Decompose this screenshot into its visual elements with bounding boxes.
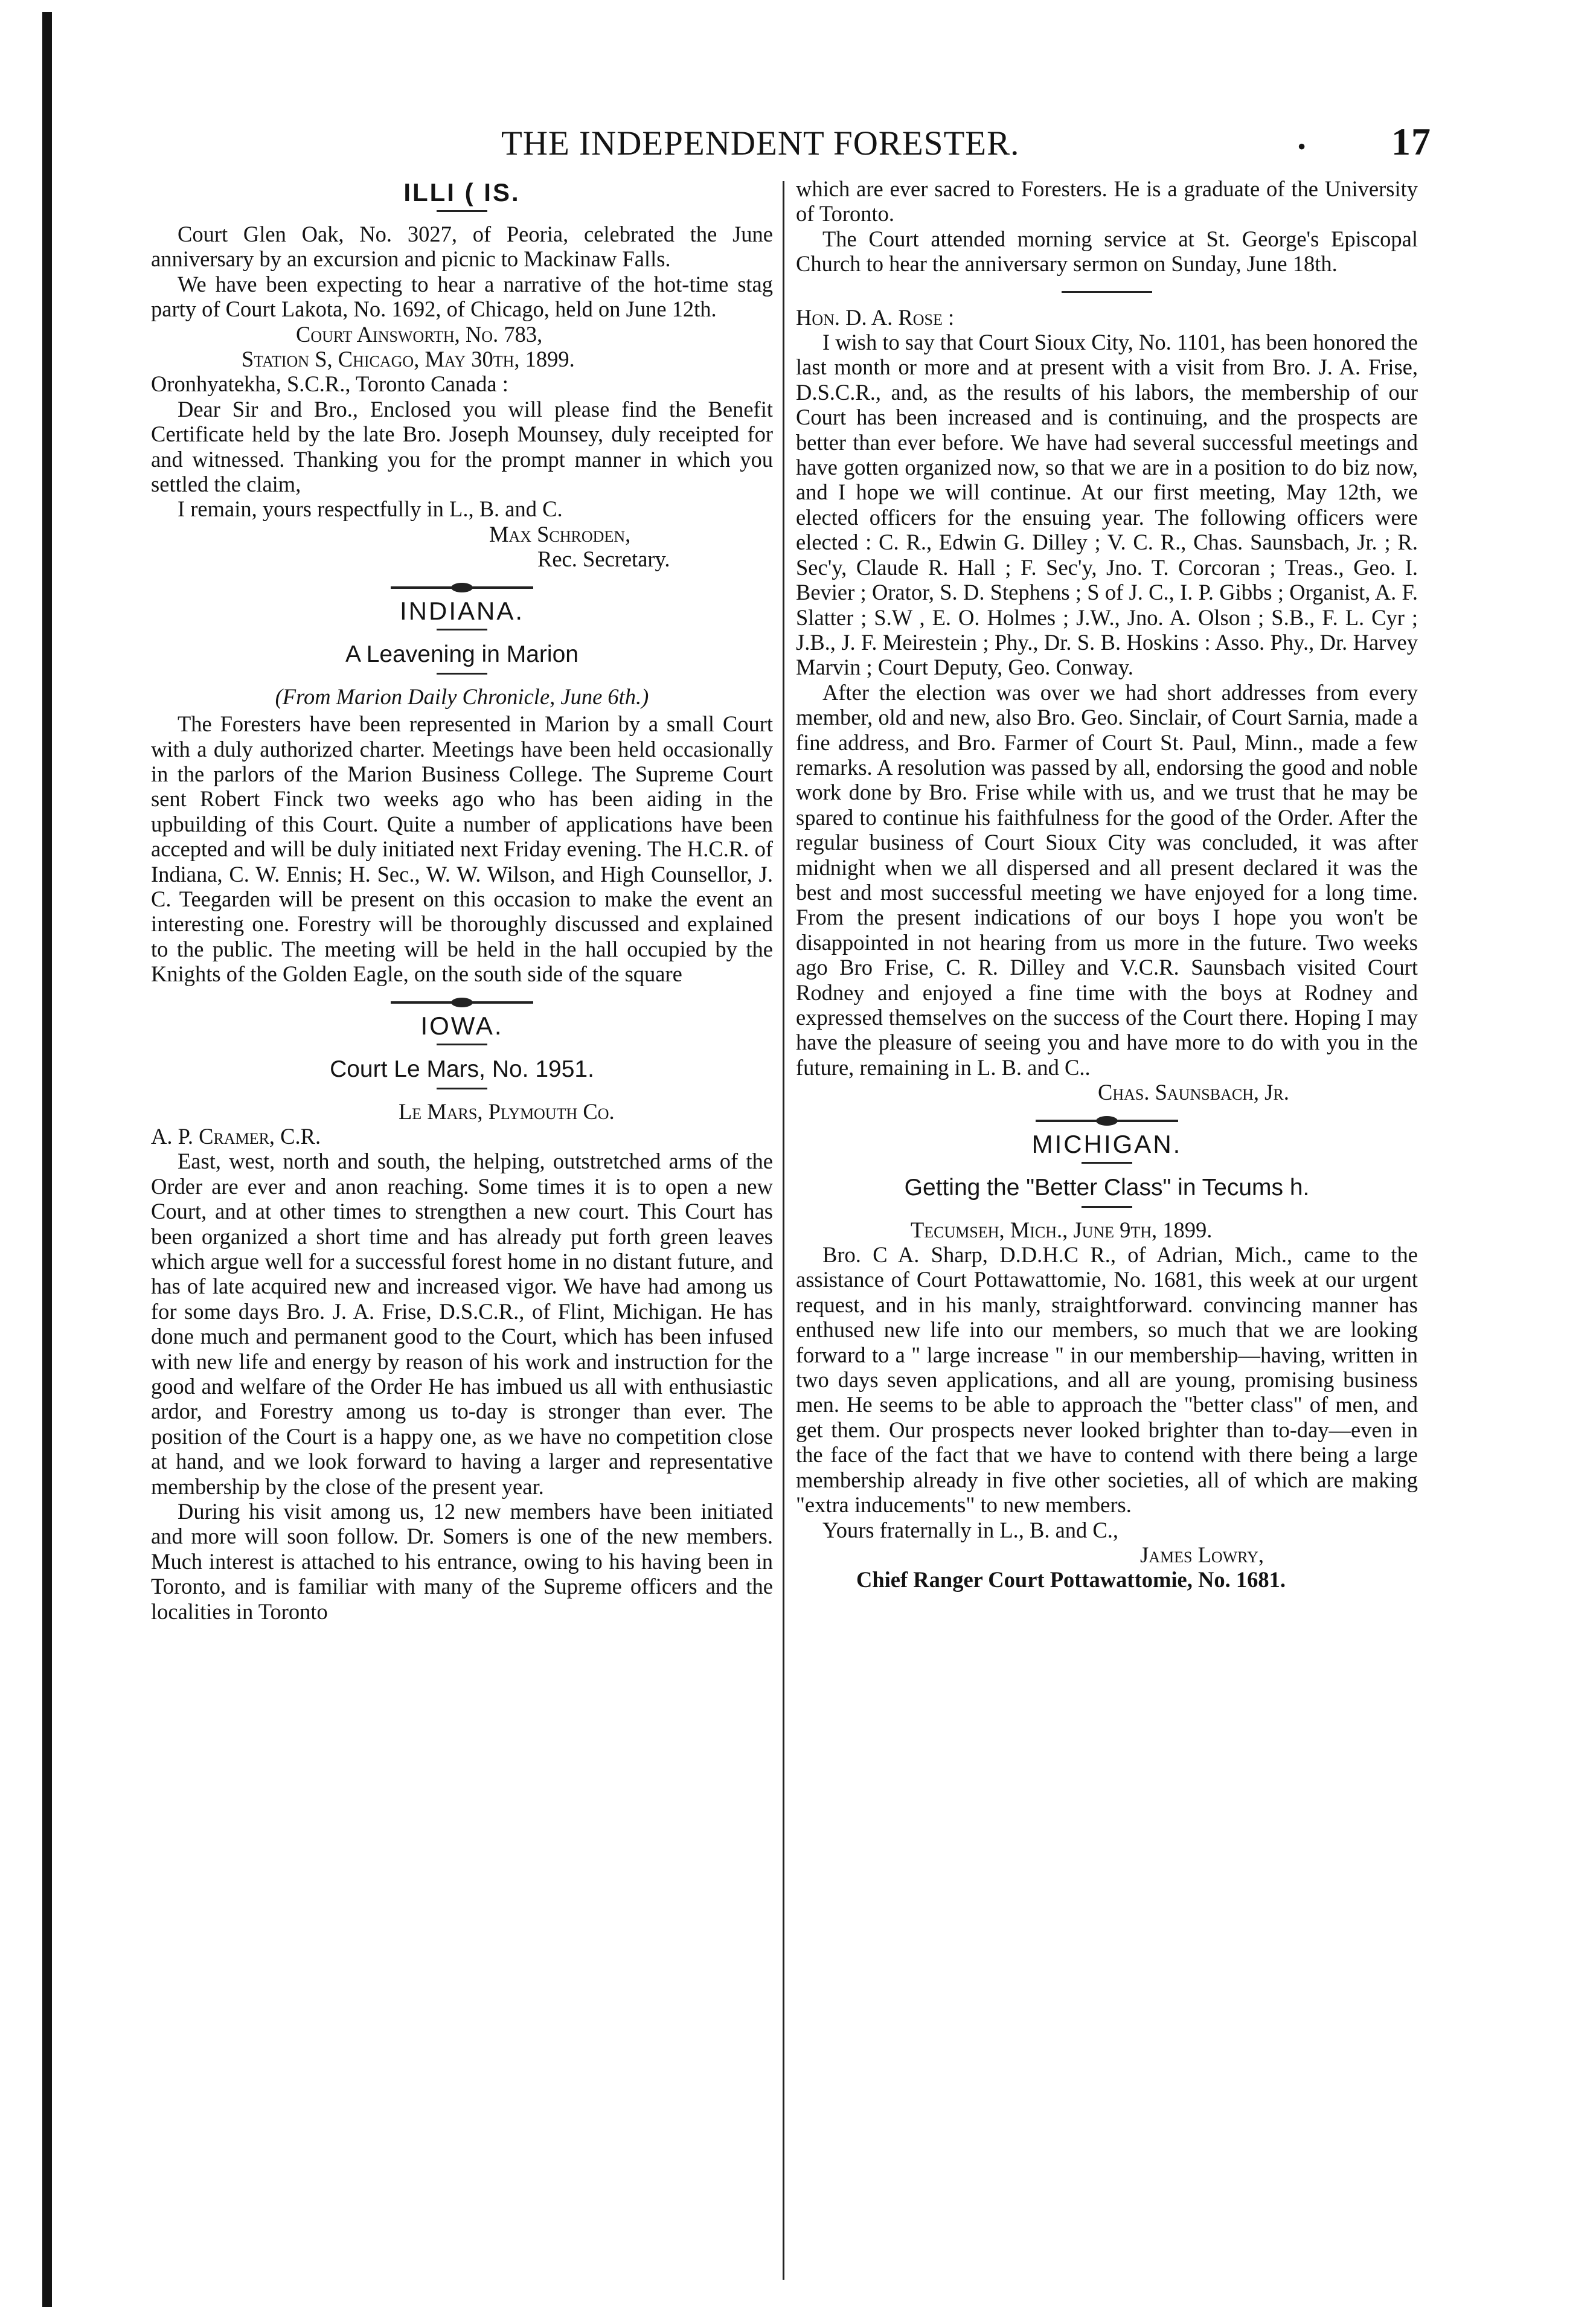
indiana-source: (From Marion Daily Chronicle, June 6th.): [275, 684, 649, 709]
iowa-subheading: Court Le Mars, No. 1951.: [330, 1056, 594, 1082]
letter-close: I remain, yours respectfully in L., B. and C.: [178, 496, 563, 522]
illinois-paragraph-2: We have been expecting to hear a narrative of the hot-time stag party of Court Lakota, No. 1692, of Chicago, held on June 12th.: [151, 271, 773, 322]
illinois-paragraph-1: Court Glen Oak, No. 3027, of Peoria, celebrated the June anniversary by an excursion and picnic to Mackinaw Falls.: [151, 222, 773, 272]
header-mark: •: [1297, 133, 1307, 160]
column-divider: [783, 181, 784, 2280]
short-rule: [437, 210, 487, 212]
iowa-paragraph-2: During his visit among us, 12 new members have been initiated and more will soon follow. Dr. Somers is one of the new members. Much interest is attached to his entrance, owing to his having been in Toronto, and is familiar with many of the Supreme officers and the localities in Toronto: [151, 1499, 773, 1624]
michigan-close: Yours fraternally in L., B. and C.,: [822, 1517, 1119, 1542]
iowa-paragraph-1: East, west, north and south, the helping, outstretched arms of the Order are ever and anon reaching. Some times it is to open a new Court, and at other times to strengthen a new court. This Court has been organized a short time and has already put forth green leaves which argue well for a successful forest home in no distant future, and has of late acquired new and increased vigor. We have had among us for some days Bro. J. A. Frise, D.S.C.R., of Flint, Michigan. He has done much and permanent good to the Court, which has been infused with new life and energy by reason of his work and instruction for the good and welfare of the Order He has imbued us all with enthusiastic ardor, and Forestry among us to-day is stronger than ever. The position of the Court is a happy one, as we have no competition close at hand, and we look forward to having a larger and representative membership by the close of the present year.: [151, 1149, 773, 1499]
letter-station: Station S, Chicago, May 30th, 1899.: [242, 347, 575, 372]
short-rule: [437, 673, 487, 675]
iowa-place: Le Mars, Plymouth Co.: [399, 1099, 615, 1124]
iowa-paragraph-2-continued: which are ever sacred to Foresters. He is a graduate of the University of Toronto.: [796, 176, 1418, 226]
michigan-heading: MICHIGAN.: [1031, 1129, 1182, 1158]
signature-title: Rec. Secretary.: [537, 547, 670, 572]
sioux-city-signature: Chas. Saunsbach, Jr.: [1098, 1080, 1289, 1105]
signature-name: Max Schroden,: [489, 521, 631, 547]
short-rule: [1082, 1162, 1132, 1164]
michigan-dateline: Tecumseh, Mich., June 9th, 1899.: [911, 1217, 1213, 1242]
michigan-signature-name: James Lowry,: [1140, 1542, 1264, 1567]
indiana-body: The Foresters have been represented in Marion by a small Court with a duly authorized charter. Meetings have been held occasionally in the parlors of the Marion Business College. The Supreme Court sent Robert Finck two weeks ago who has been aiding in the upbuilding of this Court. Quite a number of applications have been accepted and will be duly initiated next Friday evening. The H.C.R. of Indiana, C. W. Ennis; H. Sec., W. W. Wilson, and High Counsellor, J. C. Teegarden will be present on this occasion to make the event an interesting one. Forestry will be thoroughly discussed and explained to the public. The meeting will be held in the hall occupied by the Knights of the Golden Eagle, on the south side of the square: [151, 711, 773, 987]
short-rule: [437, 1088, 487, 1089]
page-number: 17: [1391, 120, 1431, 163]
michigan-signature-title: Chief Ranger Court Pottawattomie, No. 1681.: [856, 1567, 1286, 1593]
short-rule: [437, 629, 487, 630]
michigan-subheading: Getting the "Better Class" in Tecums h.: [904, 1174, 1310, 1201]
right-column: [796, 176, 1418, 1593]
sioux-city-addressee: Hon. D. A. Rose :: [796, 304, 955, 330]
iowa-heading: IOWA.: [420, 1011, 504, 1040]
michigan-body: Bro. C A. Sharp, D.D.H.C R., of Adrian, Mich., came to the assistance of Court Pottawattomie, No. 1681, this week at our urgent request, and in his manly, straightforward. convincing manner has enthused new life into our members, so much that we are looking forward to a " large increase " in our membership—having, written in two days seven applications, and all are young, promising business men. He seems to be able to approach the "better class" of men, and get them. Our prospects never looked brighter than to-day—even in the face of the fact that we have to contend with there being a large membership already in five other societies, all of which are making "extra inducements" to new members.: [796, 1242, 1418, 1518]
page-header: [477, 120, 1431, 164]
letter-court: Court Ainsworth, No. 783,: [296, 321, 543, 347]
letter-body: Dear Sir and Bro., Enclosed you will please find the Benefit Certificate held by the late Bro. Joseph Mounsey, duly receipted for and witnessed. Thanking you for the prompt manner in which you settled the claim,: [151, 396, 773, 497]
page-edge-bar: [42, 12, 52, 2307]
page-title: THE INDEPENDENT FORESTER.: [501, 124, 1020, 162]
sioux-city-body-2: After the election was over we had short addresses from every member, old and new, also Bro. Geo. Sinclair, of Court Sarnia, made a fine address, and Bro. Farmer of Court St. Paul, Minn., made a few remarks. A resolution was passed by all, endorsing the good and noble work done by Bro. Frise while with us, and we trust that he may be spared to continue his faithfulness for the good of the Order. After the regular business of Court Sioux City was concluded, it was after midnight when we all dispersed and all present declared it was the best and most successful meeting we have enjoyed for a long time. From the present indications of our boys I hope you won't be disappointed in not hearing from us more in the future. Two weeks ago Bro Frise, C. R. Dilley and V.C.R. Saunsbach visited Court Rodney and enjoyed a fine time with the boys at Rodney and expressed themselves on the success of the Court there. Hoping I may have the pleasure of seeing you and have more to do with you in the future, remaining in L. B. and C..: [796, 679, 1418, 1080]
section-rule: [391, 1001, 533, 1004]
short-rule: [1062, 291, 1152, 293]
section-rule: [391, 586, 533, 589]
short-rule: [1082, 1206, 1132, 1208]
illinois-heading: ILLI ( IS.: [403, 178, 521, 207]
iowa-addressee: A. P. Cramer, C.R.: [151, 1123, 321, 1149]
section-rule: [1036, 1120, 1178, 1122]
letter-addressee: Oronhyatekha, S.C.R., Toronto Canada :: [151, 371, 508, 397]
sioux-city-body: I wish to say that Court Sioux City, No. 1101, has been honored the last month or more and at present with a visit from Bro. J. A. Frise, D.S.C.R., and, as the results of his labors, the membership of our Court has been increased and is continuing, and the prospects are better than ever before. We have had several successful meetings and have gotten organized now, so that we are in a position to do biz now, and I hope we will continue. At our first meeting, May 12th, we elected officers for the ensuing year. The following officers were elected : C. R., Edwin G. Dilley ; V. C. R., Chas. Saunsbach, Jr. ; R. Sec'y, Claude R. Hall ; F. Sec'y, Jno. T. Corcoran ; Treas., Geo. I. Bevier ; Orator, S. D. Stephens ; S of J. C., I. P. Gibbs ; Organist, A. F. Slatter ; S.W , E. O. Holmes ; J.W., Jno. A. Olson ; S.B., F. L. Cyr ; J.B., J. F. Meirestein ; Phy., Dr. S. B. Hoskins : Asso. Phy., Dr. Harvey Marvin ; Court Deputy, Geo. Conway.: [796, 330, 1418, 680]
short-rule: [437, 1044, 487, 1045]
indiana-subheading: A Leavening in Marion: [345, 641, 578, 667]
indiana-heading: INDIANA.: [399, 596, 525, 625]
iowa-paragraph-3: The Court attended morning service at St. George's Episcopal Church to hear the anniversary sermon on Sunday, June 18th.: [796, 226, 1418, 277]
left-column: [151, 176, 773, 1624]
